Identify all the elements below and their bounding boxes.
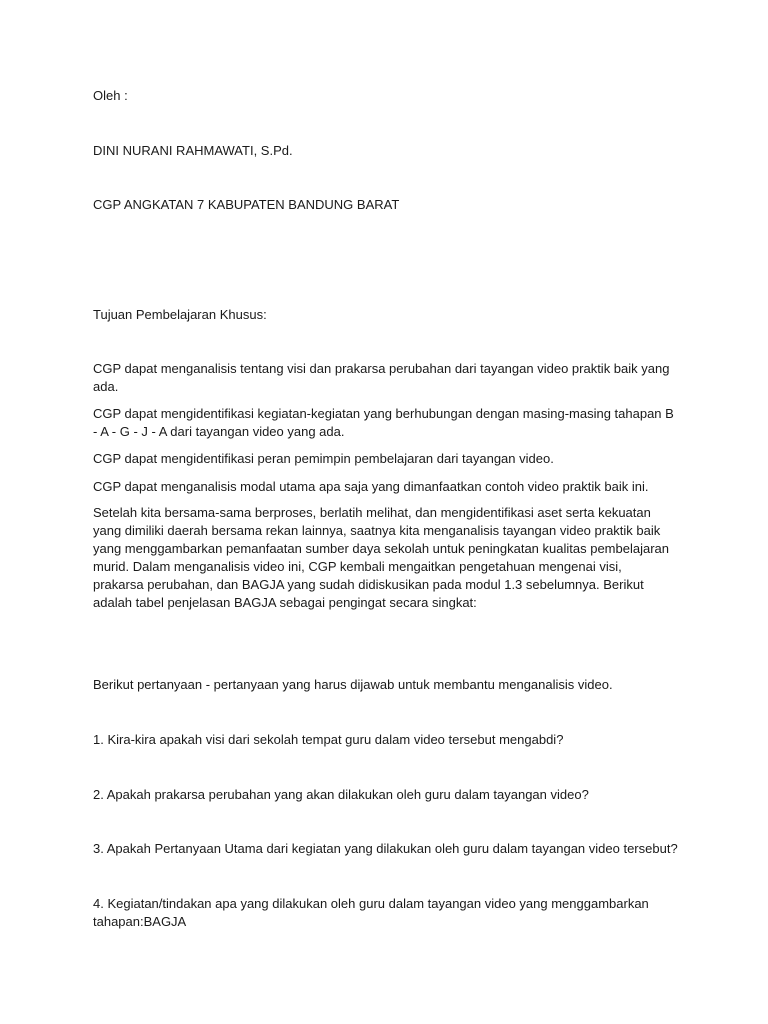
group-name: CGP ANGKATAN 7 KABUPATEN BANDUNG BARAT (93, 197, 400, 212)
objective-item: CGP dapat mengidentifikasi kegiatan-kegiatan yang berhubungan dengan masing-masing tahapan B - A - G - J - A dari tayangan video yang ada. (93, 406, 674, 439)
author-name: DINI NURANI RAHMAWATI, S.Pd. (93, 143, 293, 158)
question-item: 2. Apakah prakarsa perubahan yang akan dilakukan oleh guru dalam tayangan video? (93, 787, 589, 802)
objective-item: CGP dapat menganalisis tentang visi dan prakarsa perubahan dari tayangan video praktik baik yang ada. (93, 361, 670, 394)
question-item: 4. Kegiatan/tindakan apa yang dilakukan oleh guru dalam tayangan video yang menggambarkan tahapan:BAGJA (93, 896, 649, 929)
objectives-heading: Tujuan Pembelajaran Khusus: (93, 307, 267, 322)
objective-item: CGP dapat mengidentifikasi peran pemimpin pembelajaran dari tayangan video. (93, 451, 554, 466)
objective-item: CGP dapat menganalisis modal utama apa saja yang dimanfaatkan contoh video praktik baik ini. (93, 479, 649, 494)
by-label: Oleh : (93, 88, 128, 103)
question-item: 3. Apakah Pertanyaan Utama dari kegiatan yang dilakukan oleh guru dalam tayangan video tersebut? (93, 841, 678, 856)
question-item: 1. Kira-kira apakah visi dari sekolah tempat guru dalam video tersebut mengabdi? (93, 732, 564, 747)
questions-intro: Berikut pertanyaan - pertanyaan yang harus dijawab untuk membantu menganalisis video. (93, 677, 613, 692)
intro-paragraph: Setelah kita bersama-sama berproses, berlatih melihat, dan mengidentifikasi aset serta kekuatan yang dimiliki daerah bersama rekan lainnya, saatnya kita menganalisis tayangan video praktik baik yang menggambarkan pemanfaatan sumber daya sekolah untuk peningkatan kualitas pembelajaran murid. Dalam menganalisis video ini, CGP kembali mengaitkan pengetahuan mengenai visi, prakarsa perubahan, dan BAGJA yang sudah didiskusikan pada modul 1.3 sebelumnya. Berikut adalah tabel penjelasan BAGJA sebagai pengingat secara singkat: (93, 505, 669, 610)
